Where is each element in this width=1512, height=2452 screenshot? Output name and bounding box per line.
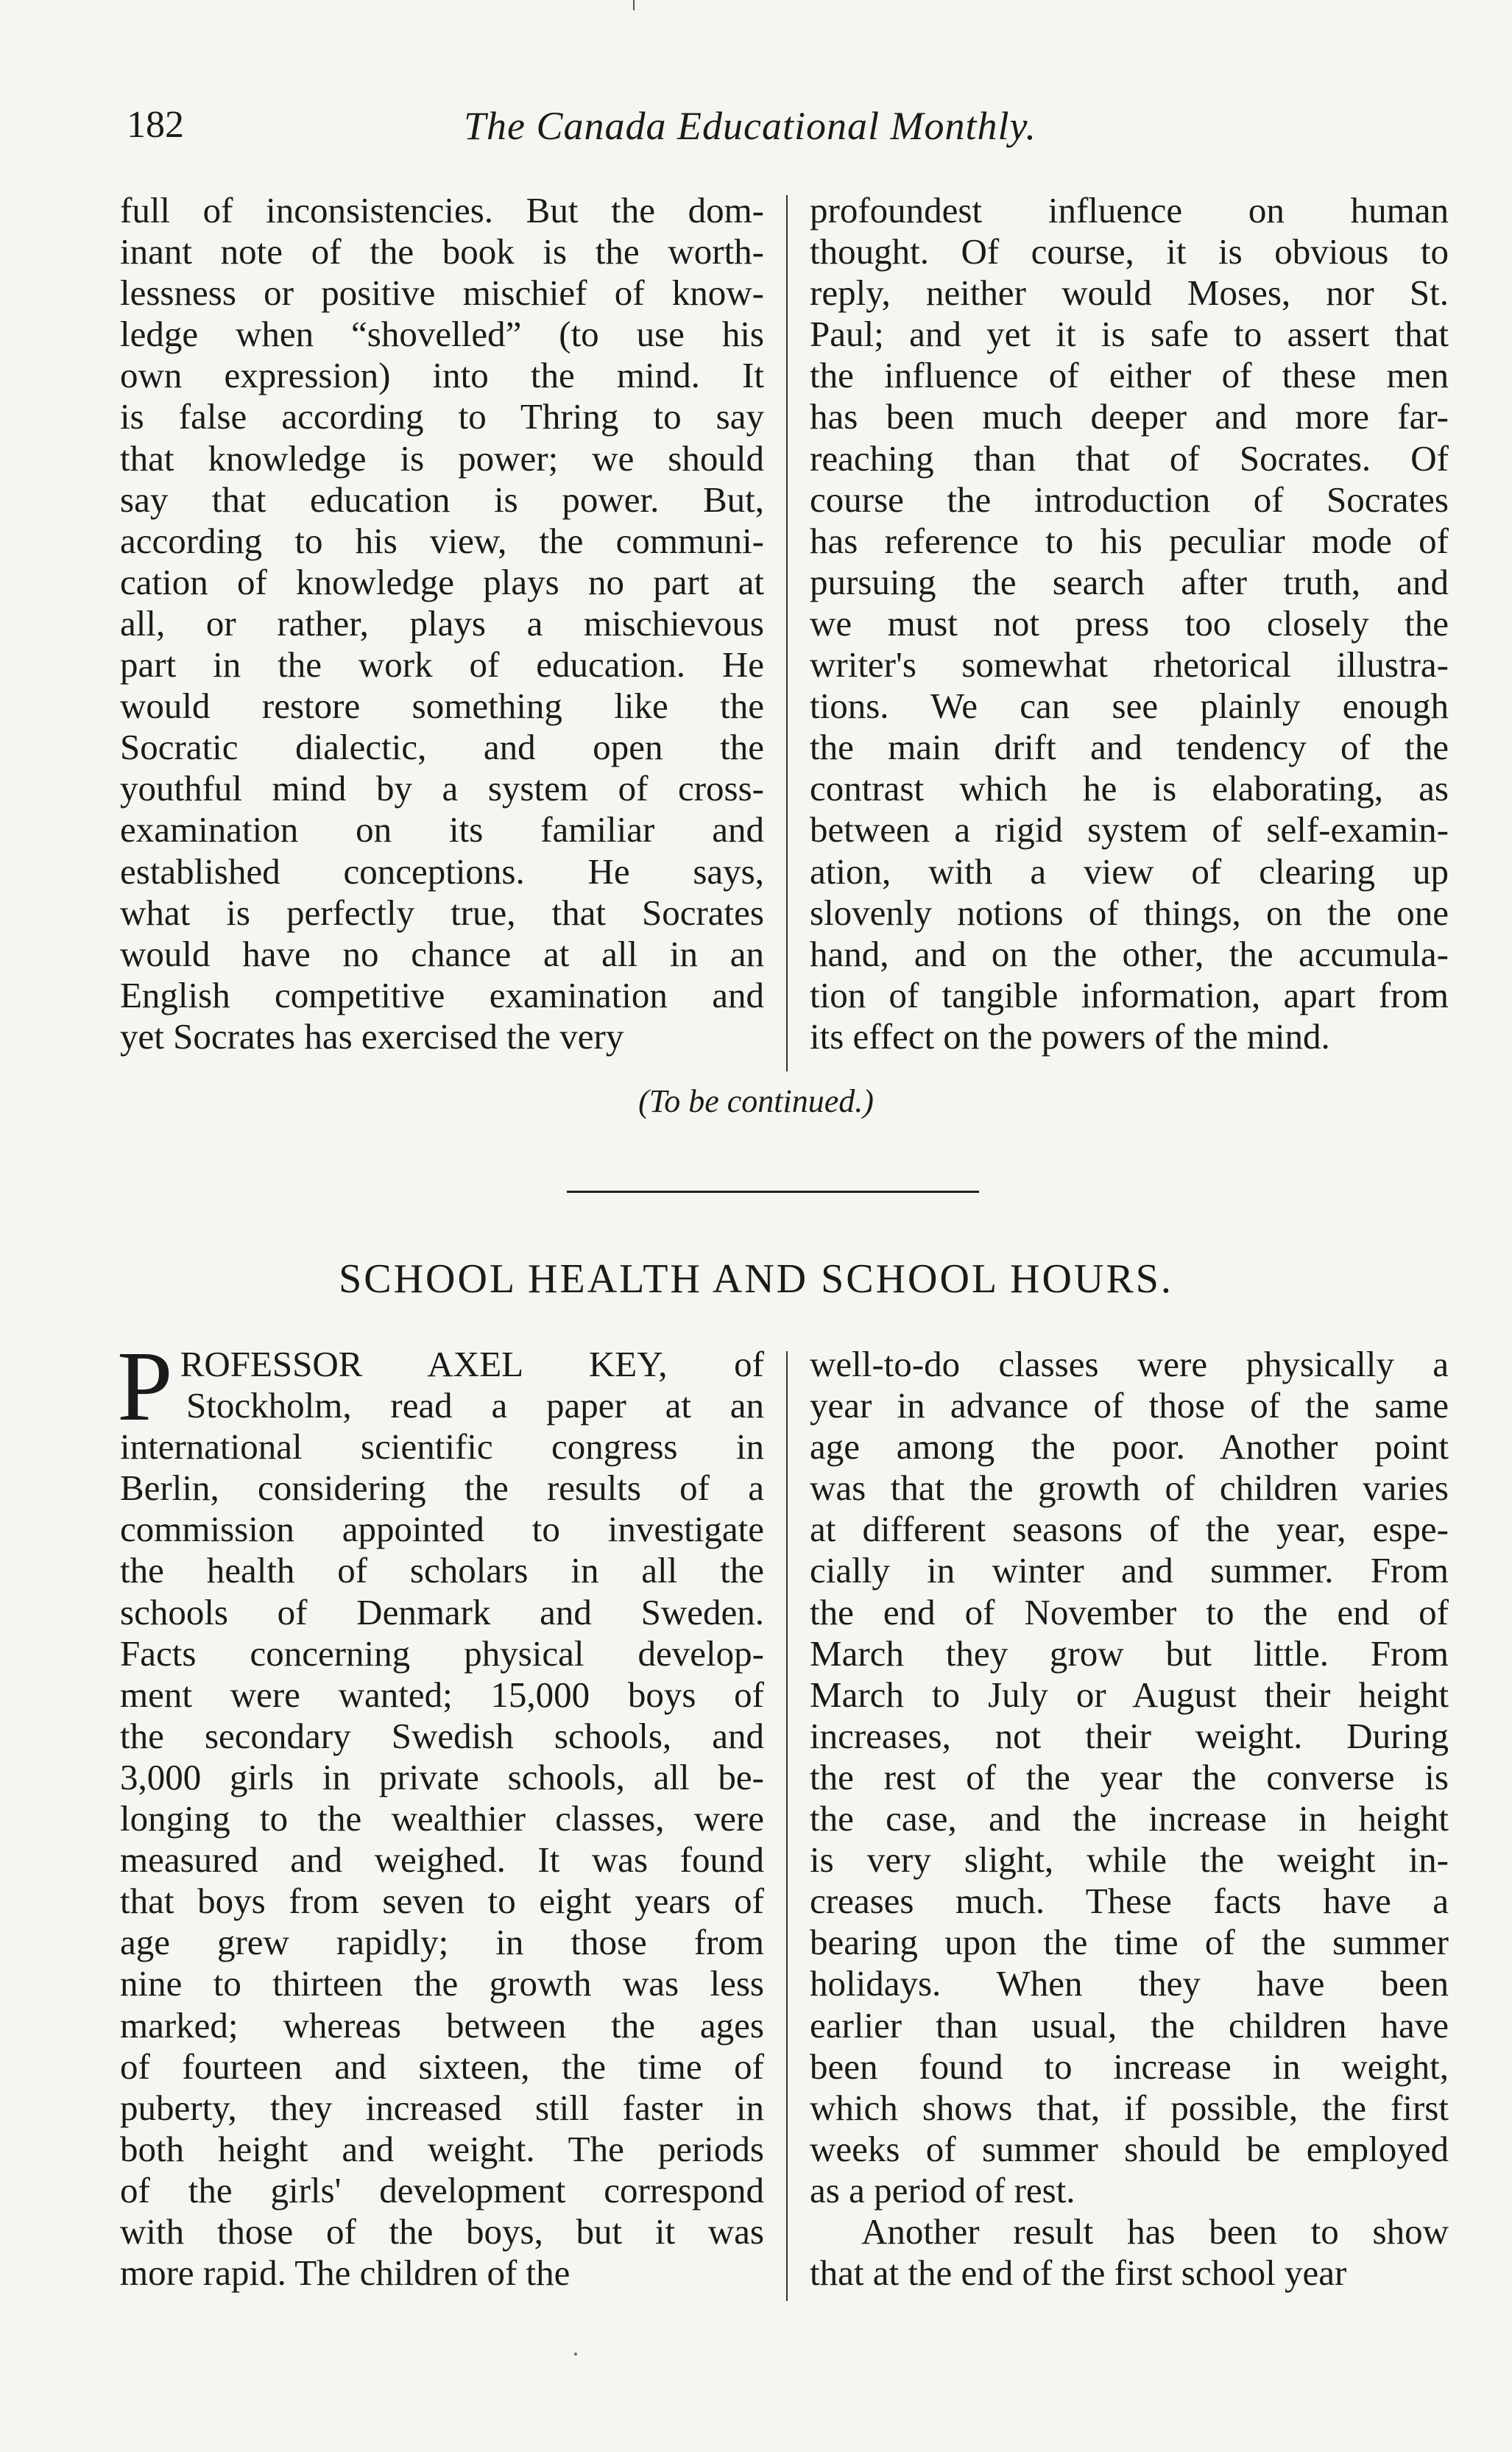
text-line: cation of knowledge plays no part at <box>120 561 764 602</box>
text-line: holidays. When they have been <box>810 1963 1449 2004</box>
text-line: reply, neither would Moses, nor St. <box>810 272 1449 314</box>
text-line: Berlin, considering the results of a <box>120 1468 764 1509</box>
text-line: inant note of the book is the worth- <box>120 231 764 272</box>
text-line: the influence of either of these men <box>810 355 1449 396</box>
text-line: say that education is power. But, <box>120 479 764 520</box>
text-line: own expression) into the mind. It <box>120 355 764 396</box>
text-line: the case, and the increase in height <box>810 1798 1449 1839</box>
text-line: of the girls' development correspond <box>120 2169 764 2210</box>
text-line: both height and weight. The periods <box>120 2128 764 2169</box>
text-line: full of inconsistencies. But the dom- <box>120 190 764 230</box>
text-line: more rapid. The children of the <box>120 2252 570 2294</box>
text-line: nine to thirteen the growth was less <box>120 1963 764 2004</box>
text-line: Paul; and yet it is safe to assert that <box>810 314 1449 355</box>
text-line: earlier than usual, the children have <box>810 2004 1449 2046</box>
text-line: established conceptions. He says, <box>120 850 764 892</box>
text-line: been found to increase in weight, <box>810 2046 1449 2087</box>
text-line: all, or rather, plays a mischievous <box>120 602 764 644</box>
text-line: weeks of summer should be employed <box>810 2128 1449 2169</box>
text-line: which shows that, if possible, the first <box>810 2087 1449 2128</box>
text-line: hand, and on the other, the accumula- <box>810 933 1449 974</box>
text-line: puberty, they increased still faster in <box>120 2087 764 2128</box>
text-line: is very slight, while the weight in- <box>810 1839 1449 1881</box>
article-title: SCHOOL HEALTH AND SCHOOL HOURS. <box>339 1256 1173 1302</box>
text-line: the health of scholars in all the <box>120 1550 764 1591</box>
text-line: between a rigid system of self-examin- <box>810 809 1449 850</box>
bottom-right-column <box>810 1344 1449 2294</box>
text-line: would restore something like the <box>120 686 764 727</box>
text-line: thought. Of course, it is obvious to <box>810 231 1449 272</box>
text-line: was that the growth of children varies <box>810 1468 1449 1509</box>
drop-cap: P <box>117 1331 173 1442</box>
text-line: writer's somewhat rhetorical illustra- <box>810 644 1449 686</box>
text-line: longing to the wealthier classes, were <box>120 1798 764 1839</box>
text-line: slovenly notions of things, on the one <box>810 892 1449 933</box>
text-line: increases, not their weight. During <box>810 1715 1449 1756</box>
section-separator <box>567 1191 979 1193</box>
text-line: schools of Denmark and Sweden. <box>120 1591 764 1632</box>
text-line: Socratic dialectic, and open the <box>120 727 764 768</box>
text-line: its effect on the powers of the mind. <box>810 1015 1330 1057</box>
text-line: would have no chance at all in an <box>120 933 764 974</box>
top-left-column <box>120 190 764 1057</box>
text-line: measured and weighed. It was found <box>120 1839 764 1881</box>
text-line: we must not press too closely the <box>810 602 1449 644</box>
text-line: commission appointed to investigate <box>120 1509 764 1550</box>
text-line: is false according to Thring to say <box>120 396 764 437</box>
text-line: has been much deeper and more far- <box>810 396 1449 437</box>
continued-note: (To be continued.) <box>638 1083 874 1119</box>
text-line: that knowledge is power; we should <box>120 437 764 479</box>
text-line: as a period of rest. <box>810 2169 1075 2210</box>
text-line: has reference to his peculiar mode of <box>810 520 1449 561</box>
text-line: that boys from seven to eight years of <box>120 1881 764 1922</box>
text-line: ment were wanted; 15,000 boys of <box>120 1674 764 1715</box>
text-line: profoundest influence on human <box>810 190 1449 230</box>
text-line: creases much. These facts have a <box>810 1881 1449 1922</box>
text-line: the end of November to the end of <box>810 1591 1449 1632</box>
text-line: Facts concerning physical develop- <box>120 1632 764 1674</box>
text-line: international scientific congress in <box>120 1426 764 1468</box>
text-line: age grew rapidly; in those from <box>120 1922 764 1963</box>
text-line: pursuing the search after truth, and <box>810 561 1449 602</box>
text-line: ledge when “shovelled” (to use his <box>120 314 764 355</box>
scan-speck <box>574 2353 577 2356</box>
text-line: according to his view, the communi- <box>120 520 764 561</box>
text-line: course the introduction of Socrates <box>810 479 1449 520</box>
text-line: part in the work of education. He <box>120 644 764 686</box>
text-line: ROFESSOR AXEL KEY, of <box>180 1344 764 1384</box>
column-divider <box>786 195 788 1071</box>
text-line: bearing upon the time of the summer <box>810 1922 1449 1963</box>
bottom-left-column <box>117 1331 764 2294</box>
text-line: yet Socrates has exercised the very <box>120 1015 624 1057</box>
text-line: March to July or August their height <box>810 1674 1449 1715</box>
text-line: Another result has been to show <box>861 2210 1449 2252</box>
text-line: contrast which he is elaborating, as <box>810 768 1449 809</box>
text-line: that at the end of the first school year <box>810 2252 1347 2294</box>
text-line: cially in winter and summer. From <box>810 1550 1449 1591</box>
text-line: reaching than that of Socrates. Of <box>810 437 1449 479</box>
text-line: the secondary Swedish schools, and <box>120 1715 764 1756</box>
text-line: what is perfectly true, that Socrates <box>120 892 764 933</box>
text-line: with those of the boys, but it was <box>120 2210 764 2252</box>
text-line: age among the poor. Another point <box>810 1426 1449 1468</box>
text-line: at different seasons of the year, espe- <box>810 1509 1449 1550</box>
text-line: examination on its familiar and <box>120 809 764 850</box>
text-line: Stockholm, read a paper at an <box>186 1385 764 1426</box>
text-line: March they grow but little. From <box>810 1632 1449 1674</box>
scan-mark <box>633 0 635 10</box>
text-line: the main drift and tendency of the <box>810 727 1449 768</box>
text-line: lessness or positive mischief of know- <box>120 272 764 314</box>
text-line: marked; whereas between the ages <box>120 2004 764 2046</box>
text-line: tion of tangible information, apart from <box>810 974 1449 1015</box>
text-line: tions. We can see plainly enough <box>810 686 1449 727</box>
text-line: well-to-do classes were physically a <box>810 1344 1449 1384</box>
text-line: English competitive examination and <box>120 974 764 1015</box>
text-line: ation, with a view of clearing up <box>810 850 1449 892</box>
text-line: youthful mind by a system of cross- <box>120 768 764 809</box>
text-line: the rest of the year the converse is <box>810 1756 1449 1797</box>
column-divider <box>786 1351 788 2301</box>
running-title: The Canada Educational Monthly. <box>464 104 1036 148</box>
text-line: 3,000 girls in private schools, all be- <box>120 1756 764 1797</box>
text-line: year in advance of those of the same <box>810 1385 1449 1426</box>
top-right-column <box>810 190 1449 1057</box>
text-line: of fourteen and sixteen, the time of <box>120 2046 764 2087</box>
page-number: 182 <box>127 104 184 146</box>
